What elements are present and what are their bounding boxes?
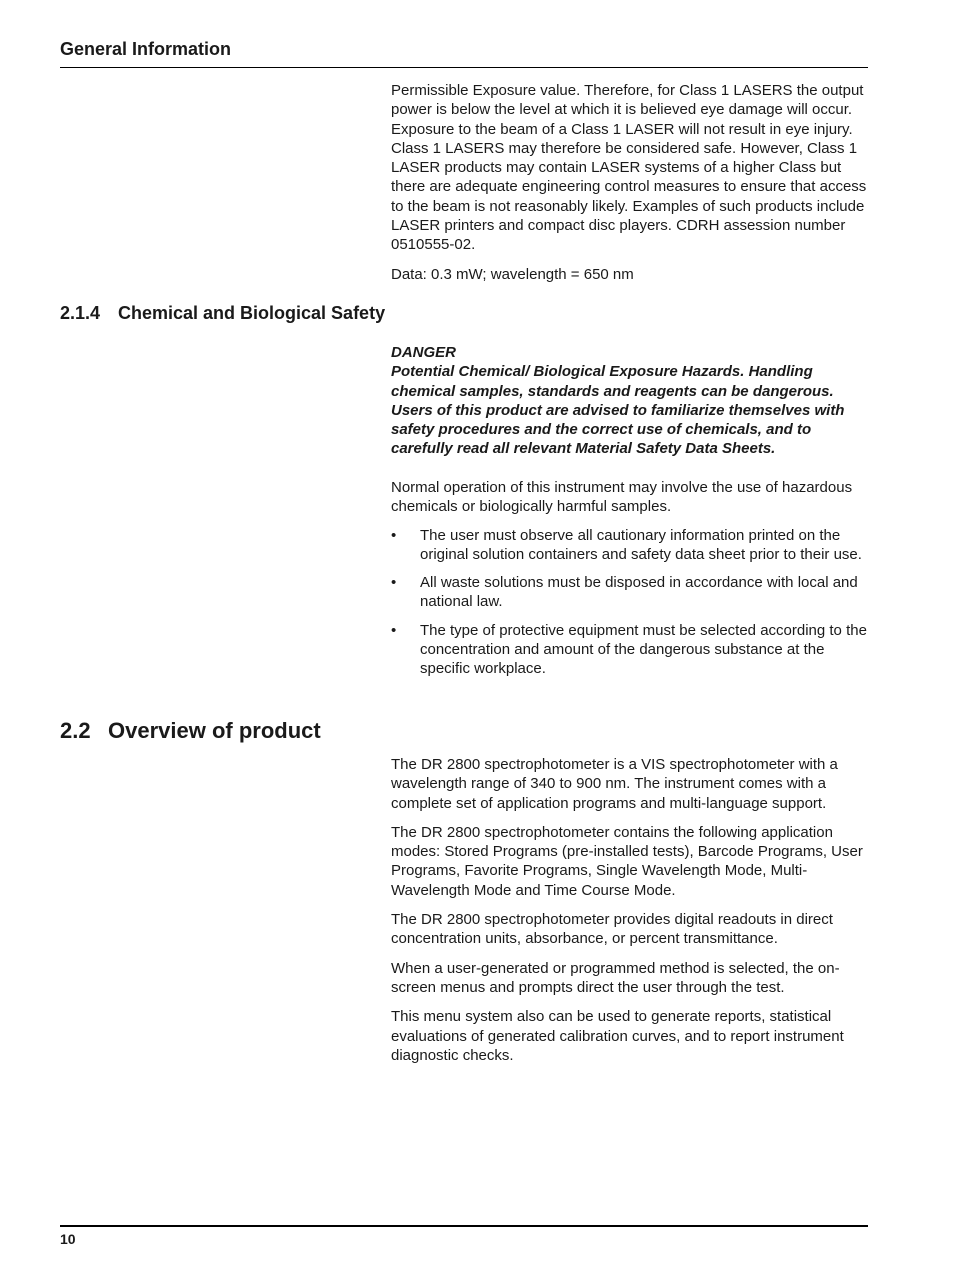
bullet-marker: • [391,526,397,544]
section-number: 2.2 [60,718,91,743]
section-number: 2.1.4 [60,303,101,323]
overview-paragraph: The DR 2800 spectrophotometer provides digital readouts in direct concentration units, absorbance, or percent transmittance. [391,911,833,948]
overview-paragraph: The DR 2800 spectrophotometer is a VIS spectrophotometer with a wavelength range of 340 to 900 nm. The instrument comes with a complete set of application programs and multi-language support. [391,756,838,812]
section-title: Overview of product [108,718,321,743]
overview-paragraph: The DR 2800 spectrophotometer contains the following application modes: Stored Programs (pre-installed tests), Barcode Programs, User Programs, Favorite Programs, Single Wavelength Mode, Multi-Wavelength Mode and Time Course Mode. [391,823,863,899]
bullet-marker: • [391,621,397,639]
danger-notice [391,343,868,459]
page-header-title: General Information [60,39,232,59]
overview-body [391,755,868,1065]
laser-data-line: Data: 0.3 mW; wavelength = 650 nm [391,265,634,283]
list-item-text: All waste solutions must be disposed in accordance with local and national law. [420,574,858,611]
danger-label: DANGER [391,344,457,361]
chemical-intro: Normal operation of this instrument may involve the use of hazardous chemicals or biologically harmful samples. [391,479,853,516]
chemical-safety-body [391,478,868,679]
overview-paragraph: When a user-generated or programmed method is selected, the on-screen menus and prompts direct the user through the test. [391,959,840,996]
list-item-text: The user must observe all cautionary information printed on the original solution containers and safety data sheet prior to their use. [420,526,862,563]
list-item-text: The type of protective equipment must be selected according to the concentration and amount of the dangerous substance at the specific workplace. [420,621,867,678]
list-item [391,526,868,565]
danger-text: Potential Chemical/ Biological Exposure Hazards. Handling chemical samples, standards and reagents can be dangerous. Users of this product are advised to familiarize themselves with safety procedures and the correct use of chemicals, and to carefully read all relevant Material Safety Data Sheets. [391,363,845,458]
overview-paragraph: This menu system also can be used to generate reports, statistical evaluations of generated calibration curves, and to report instrument diagnostic checks. [391,1008,844,1064]
footer-rule [60,1225,868,1227]
laser-section [391,81,868,284]
safety-bullet-list [391,526,868,679]
section-heading-chemical-safety [60,302,385,324]
section-heading-overview [60,717,321,745]
list-item [391,621,868,679]
section-title: Chemical and Biological Safety [118,303,386,323]
laser-paragraph: Permissible Exposure value. Therefore, for Class 1 LASERS the output power is below the level at which it is believed eye damage will occur. Exposure to the beam of a Class 1 LASER will not result in eye injury. Class 1 LASERS may therefore be considered safe. However, Class 1 LASER products may contain LASER systems of a higher Class but there are adequate engineering control measures to ensure that access to the beam is not reasonably likely. Examples of such products include LASER printers and compact disc players. CDRH assession number 0510555-02. [391,82,867,254]
list-item [391,573,868,612]
header-rule [60,67,868,68]
bullet-marker: • [391,574,397,592]
page-number: 10 [60,1231,76,1247]
